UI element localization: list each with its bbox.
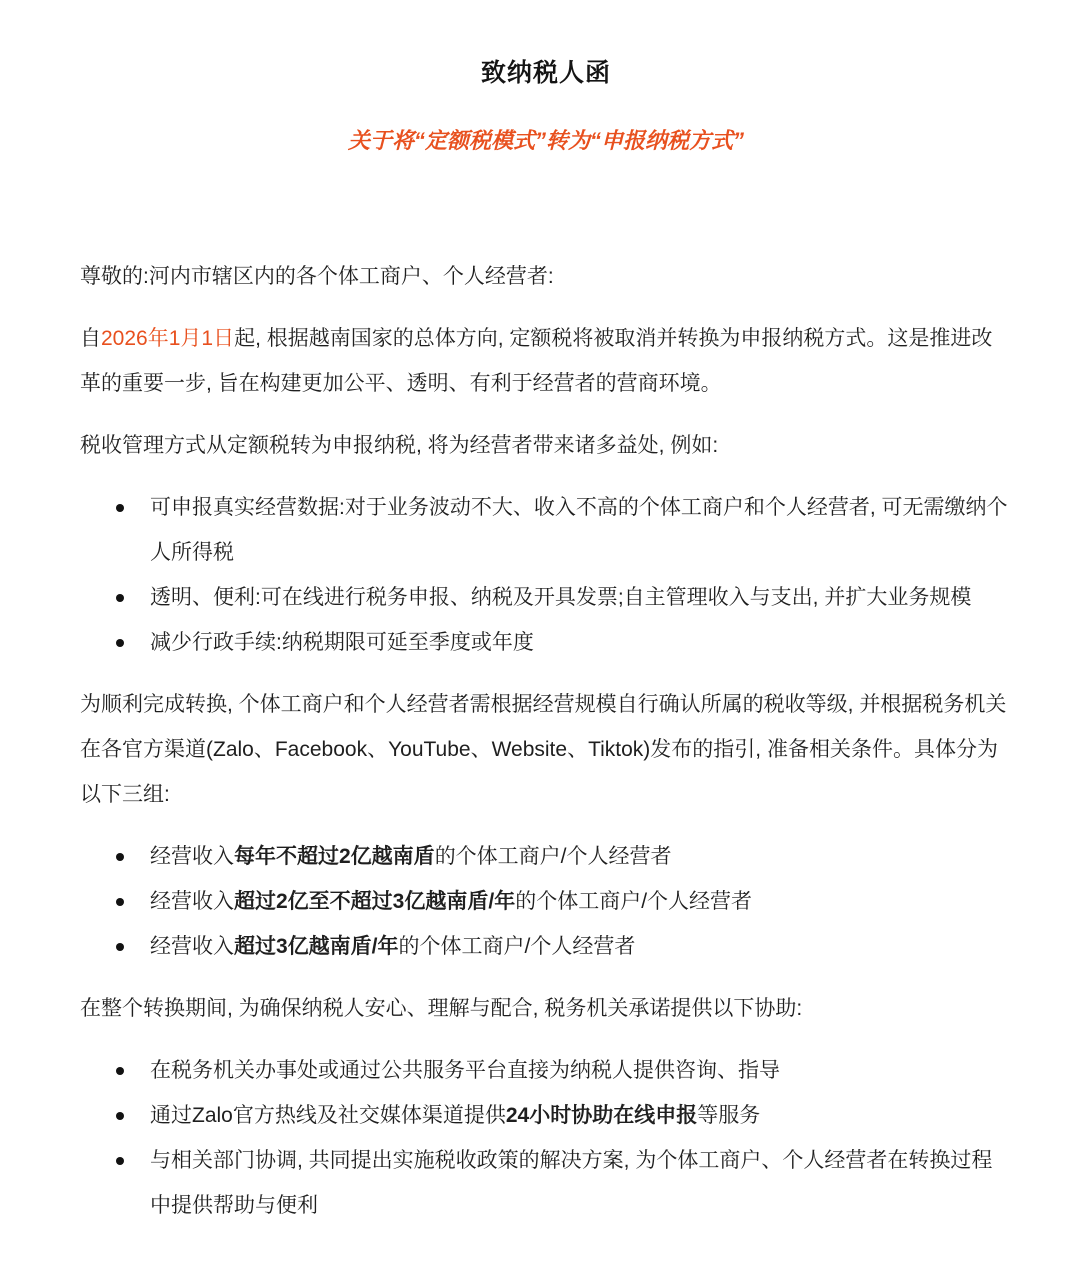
benefits-list [80, 485, 1012, 665]
support-prefix: 与相关部门协调, 共同提出实施税收政策的解决方案, 为个体工商户、个人经营者在转换过程中提供帮助与便利 [150, 1149, 993, 1217]
support-lead: 在整个转换期间, 为确保纳税人安心、理解与配合, 税务机关承诺提供以下协助: [80, 997, 803, 1020]
list-item-group-3 [80, 924, 1012, 969]
list-item-support-coordination [80, 1138, 1012, 1228]
support-prefix: 在税务机关办事处或通过公共服务平台直接为纳税人提供咨询、指导 [150, 1059, 780, 1082]
list-item-benefit-declare-real-data: 可申报真实经营数据:对于业务波动不大、收入不高的个体工商户和个人经营者, 可无需缴纳个人所得税 [80, 485, 1012, 575]
list-item-benefit-transparency: 透明、便利:可在线进行税务申报、纳税及开具发票;自主管理收入与支出, 并扩大业务规模 [80, 575, 1012, 620]
list-item-group-1 [80, 834, 1012, 879]
group-prefix: 经营收入 [150, 845, 234, 868]
list-item-support-consulting [80, 1048, 1012, 1093]
benefits-lead: 税收管理方式从定额税转为申报纳税, 将为经营者带来诸多益处, 例如: [80, 434, 719, 457]
group-suffix: 的个体工商户/个人经营者 [515, 890, 753, 913]
group-prefix: 经营收入 [150, 935, 234, 958]
group-prefix: 经营收入 [150, 890, 234, 913]
support-suffix: 等服务 [697, 1104, 761, 1127]
groups-lead: 为顺利完成转换, 个体工商户和个人经营者需根据经营规模自行确认所属的税收等级, 并根据税务机关在各官方渠道(Zalo、Facebook、YouTube、Website、Tiktok)发布的指引, 准备相关条件。具体分为以下三组: [80, 693, 1007, 806]
intro-paragraph [80, 316, 1012, 406]
list-item-support-hotline [80, 1093, 1012, 1138]
intro-rest: 起, 根据越南国家的总体方向, 定额税将被取消并转换为申报纳税方式。这是推进改革的重要一步, 旨在构建更加公平、透明、有利于经营者的营商环境。 [80, 327, 993, 395]
revenue-threshold-bold: 超过2亿至不超过3亿越南盾/年 [234, 890, 516, 913]
revenue-threshold-bold: 超过3亿越南盾/年 [234, 935, 399, 958]
list-item-benefit-less-admin: 减少行政手续:纳税期限可延至季度或年度 [80, 620, 1012, 665]
support-prefix: 通过Zalo官方热线及社交媒体渠道提供 [150, 1104, 506, 1127]
intro-prefix: 自 [80, 327, 101, 350]
document-subtitle: 关于将“定额税模式”转为“申报纳税方式” [347, 128, 744, 153]
effective-date: 2026年1月1日 [101, 327, 235, 350]
document-title: 致纳税人函 [480, 59, 611, 87]
revenue-threshold-bold: 每年不超过2亿越南盾 [234, 845, 435, 868]
salutation: 尊敬的:河内市辖区内的各个体工商户、个人经营者: [80, 265, 554, 288]
support-list [80, 1048, 1012, 1228]
group-suffix: 的个体工商户/个人经营者 [398, 935, 636, 958]
support-24h-bold: 24小时协助在线申报 [505, 1104, 698, 1127]
group-suffix: 的个体工商户/个人经营者 [434, 845, 672, 868]
groups-list [80, 834, 1012, 969]
list-item-group-2 [80, 879, 1012, 924]
